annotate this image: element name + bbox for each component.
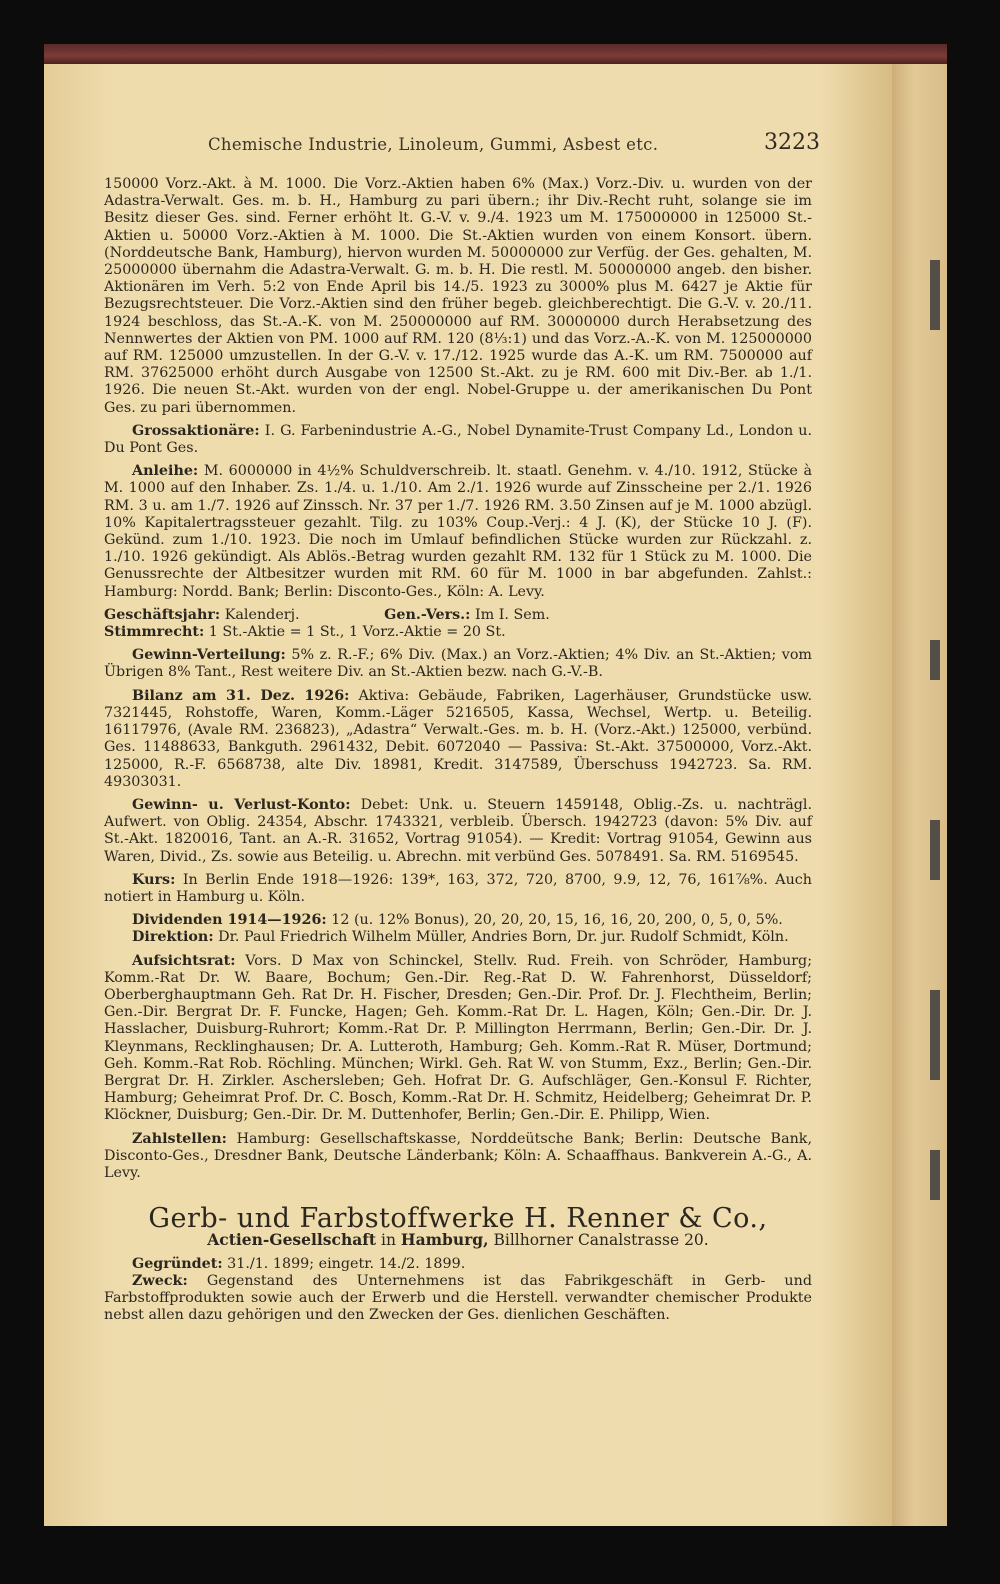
company-title: Gerb- und Farbstoffwerke H. Renner & Co.,	[148, 1203, 768, 1235]
entry-text: Vors. D Max von Schinckel, Stellv. Rud. Freih. von Schröder, Hamburg; Komm.-Rat Dr. W. Baare, Bochum; Gen.-Dir. Reg.-Rat D. W. Fahrenhorst, Düsseldorf; Oberberghauptmann Geh. Rat Dr. H. Fischer, Dresden; Gen.-Dir. Prof. Dr. J. Flechtheim, Berlin; Gen.-Dir. Bergrat Dr. F. Funcke, Hagen; Geh. Komm.-Rat Dr. L. Hagen, Köln; Gen.-Dir. Dr. J. Hasslacher, Duisburg-Ruhrort; Komm.-Rat Dr. P. Millington Herrmann, Berlin; Gen.-Dir. Dr. J. Kleynmans, Recklinghausen; Dr. A. Lutteroth, Hamburg; Geh. Komm.-Rat R. Müser, Dortmund; Geh. Komm.-Rat Rob. Röchling. München; Wirkl. Geh. Rat W. von Stumm, Exz., Berlin; Gen.-Dir. Bergrat Dr. H. Zirkler. Aschersleben; Geh. Hofrat Dr. G. Aufschläger, Gen.-Konsul F. Richter, Hamburg; Geheimrat Prof. Dr. C. Bosch, Komm.-Rat Dr. H. Schmitz, Heidelberg; Geheimrat Dr. P. Klöckner, Duisburg; Gen.-Dir. Dr. M. Duttenhofer, Berlin; Gen.-Dir. E. Philipp, Wien.	[104, 952, 813, 1124]
general-meeting-label: Gen.-Vers.:	[384, 606, 471, 623]
paying-agents-entry	[104, 1131, 812, 1183]
entry-label: Zweck:	[132, 1272, 188, 1289]
entry-text: 31./1. 1899; eingetr. 14./2. 1899.	[227, 1255, 466, 1272]
entry-label: Dividenden 1914—1926:	[132, 912, 327, 929]
entry-label: Bilanz am 31. Dez. 1926:	[132, 687, 350, 704]
entry-text: M. 6000000 in 4½% Schuldverschreib. lt. staatl. Genehm. v. 4./10. 1912, Stücke à M. 1000 auf den Inhaber. Zs. 1./4. u. 1./10. Am 2./1. 1926 wurde auf Zinsscheine per 2./1. 1926 RM. 3 u. am 1./7. 1926 auf Zinssch. Nr. 37 per 1./7. 1926 RM. 3.50 Zinsen auf je M. 1000 abzügl. 10% Kapitalertragssteuer gezahlt. Tilg. zu 103% Coup.-Verj.: 4 J. (K), der Stücke 10 J. (F). Gekünd. zum 1./10. 1923. Die noch im Umlauf befindlichen Stücke wurden zur Rückzahl. z. 1./10. 1926 gekündigt. Als Ablös.-Betrag wurden gezahlt RM. 132 für 1 Stück zu M. 1000. Die Genussrechte der Altbesitzer wurden mit RM. 60 für M. 1000 in bar abgefunden. Zahlst.: Hamburg: Nordd. Bank; Berlin: Disconto-Ges., Köln: A. Levy.	[104, 463, 812, 600]
entry-text: Hamburg: Gesellschaftskasse, Norddeütsche Bank; Berlin: Deutsche Bank, Disconto-Ges., Dresdner Bank, Deutsche Länderbank; Köln: A. Schaaffhaus. Bankverein A.-G., A. Levy.	[104, 1130, 813, 1181]
dividends-entry	[104, 912, 812, 929]
entry-text: Dr. Paul Friedrich Wilhelm Müller, Andries Born, Dr. jur. Rudolf Schmidt, Köln.	[218, 929, 789, 946]
entry-text: 1 St.-Aktie = 1 St., 1 Vorz.-Aktie = 20 St.	[208, 624, 506, 641]
thumb-index-mark	[930, 260, 940, 330]
thumb-index-mark	[930, 820, 940, 880]
profit-loss-entry	[104, 797, 812, 866]
page-number: 3223	[764, 130, 820, 155]
major-shareholders-entry	[104, 423, 812, 457]
entry-label: Aufsichtsrat:	[132, 952, 236, 969]
page-text	[104, 130, 820, 1330]
company-address: Billhorner Canalstrasse 20.	[493, 1231, 709, 1250]
entry-label: Gegründet:	[132, 1255, 223, 1272]
thumb-index-mark	[930, 990, 940, 1080]
management-entry	[104, 929, 812, 946]
balance-sheet-entry	[104, 688, 812, 791]
profit-distribution-entry	[104, 647, 812, 681]
entry-label: Grossaktionäre:	[132, 422, 260, 439]
page-header	[104, 130, 820, 176]
capital-history-paragraph: 150000 Vorz.-Akt. à M. 1000. Die Vorz.-Aktien haben 6% (Max.) Vorz.-Div. u. wurden von der Adastra-Verwalt. Ges. m. b. H., Hamburg zu pari übern.; ihr Div.-Recht ruht, solange sie im Besitz dieser Ges. sind. Ferner erhöht lt. G.-V. v. 9./4. 1923 um M. 175000000 in 125000 St.-Aktien u. 50000 Vorz.-Aktien à M. 1000. Die St.-Aktien wurden von einem Konsort. übern. (Norddeutsche Bank, Hamburg), hiervon wurden M. 50000000 zur Verfüg. der Ges. gehalten, M. 25000000 übernahm die Adastra-Verwalt. G. m. b. H. Die restl. M. 50000000 angeb. den bisher. Aktionären im Verh. 5:2 von Ende April bis 14./5. 1923 zu 3000% plus M. 6427 je Aktie für Bezugsrechtsteuer. Die Vorz.-Aktien sind den früher begeb. gleichberechtigt. Die G.-V. v. 20./11. 1924 beschloss, das St.-A.-K. von M. 250000000 auf RM. 30000000 durch Herabsetzung des Nennwertes der Aktien von PM. 1000 auf RM. 120 (8⅓:1) und das Vorz.-A.-K. von M. 125000000 auf RM. 125000 umzustellen. In der G.-V. v. 17./12. 1925 wurde das A.-K. um RM. 7500000 auf RM. 37625000 erhöht durch Ausgabe von 12500 St.-Akt. zu je RM. 600 mit Div.-Ber. ab 1./1. 1926. Die neuen St.-Akt. wurden von der engl. Nobel-Gruppe u. der amerikanischen Du Pont Ges. zu pari übernommen.	[104, 176, 812, 416]
thumb-index-mark	[930, 1150, 940, 1200]
book-binding-edge	[44, 44, 947, 64]
entry-text: Kalenderj.	[224, 606, 300, 623]
thumb-index-mark	[930, 640, 940, 680]
entry-label: Stimmrecht:	[104, 624, 205, 641]
entry-text: Gegenstand des Unternehmens ist das Fabrikgeschäft in Gerb- und Farbstoffprodukten sowie auch der Erwerb und die Herstell. verwandter chemischer Produkte nebst allen dazu gehörigen und den Zwecken der Ges. dienlichen Geschäften.	[104, 1272, 812, 1324]
entry-label: Gewinn- u. Verlust-Konto:	[132, 796, 351, 813]
founded-entry	[104, 1256, 812, 1273]
entry-text: 12 (u. 12% Bonus), 20, 20, 20, 15, 16, 16, 20, 200, 0, 5, 0, 5%.	[331, 912, 783, 929]
entry-text: 5% z. R.-F.; 6% Div. (Max.) an Vorz.-Aktien; 4% Div. an St.-Aktien; vom Übrigen 8% Tant., Rest weitere Div. an St.-Aktien bezw. nach G.-V.-B.	[104, 647, 812, 681]
general-meeting-text: Im I. Sem.	[474, 606, 550, 623]
company-legal-form: Actien-Gesellschaft	[207, 1230, 377, 1250]
entry-label: Direktion:	[132, 929, 214, 946]
share-price-entry	[104, 872, 812, 906]
entry-text: In Berlin Ende 1918—1926: 139*, 163, 372, 720, 8700, 9.9, 12, 76, 161⅞%. Auch notiert in Hamburg u. Köln.	[104, 871, 812, 905]
fiscal-year-entry	[104, 607, 812, 624]
entry-label: Zahlstellen:	[132, 1130, 227, 1147]
bond-entry	[104, 463, 812, 601]
entry-text: I. G. Farbenindustrie A.-G., Nobel Dynamite-Trust Company Ld., London u. Du Pont Ges.	[104, 422, 813, 457]
company-city: Hamburg,	[400, 1230, 489, 1250]
entry-label: Gewinn-Verteilung:	[132, 647, 286, 664]
entry-label: Geschäftsjahr:	[104, 606, 221, 623]
supervisory-board-entry	[104, 953, 812, 1125]
purpose-entry	[104, 1273, 812, 1325]
entry-label: Anleihe:	[132, 463, 199, 480]
entry-text: Aktiva: Gebäude, Fabriken, Lagerhäuser, Grundstücke usw. 7321445, Rohstoffe, Waren, Komm.-Läger 5216505, Kassa, Wechsel, Wertp. u. Beteilig. 16117976, (Avale RM. 236823), „Adastra“ Verwalt.-Ges. m. b. H. (Vorz.-Akt.) 125000, verbünd. Ges. 11488633, Bankguth. 2961432, Debit. 6072040 — Passiva: St.-Akt. 37500000, Vorz.-Akt. 125000, R.-F. 6568738, alte Div. 18981, Kredit. 3147589, Überschuss 1942723. Sa. RM. 49303031.	[104, 687, 813, 790]
running-head: Chemische Industrie, Linoleum, Gummi, Asbest etc.	[208, 135, 659, 154]
company-subtitle	[104, 1231, 812, 1249]
company-subtitle-in: in	[381, 1231, 396, 1250]
entry-text: Debet: Unk. u. Steuern 1459148, Oblig.-Zs. u. nachträgl. Aufwert. von Oblig. 24354, Abschr. 1743321, verbleib. Übersch. 1942723 (davon: 5% Div. auf St.-Akt. 1820016, Tant. an A.-R. 31652, Vortrag 91054). — Kredit: Vortrag 91054, Gewinn aus Waren, Divid., Zs. sowie aus Beteilig. u. Abrechn. mit verbünd Ges. 5078491. Sa. RM. 5169545.	[104, 796, 813, 865]
entry-label: Kurs:	[132, 871, 176, 888]
voting-rights-entry	[104, 624, 812, 641]
